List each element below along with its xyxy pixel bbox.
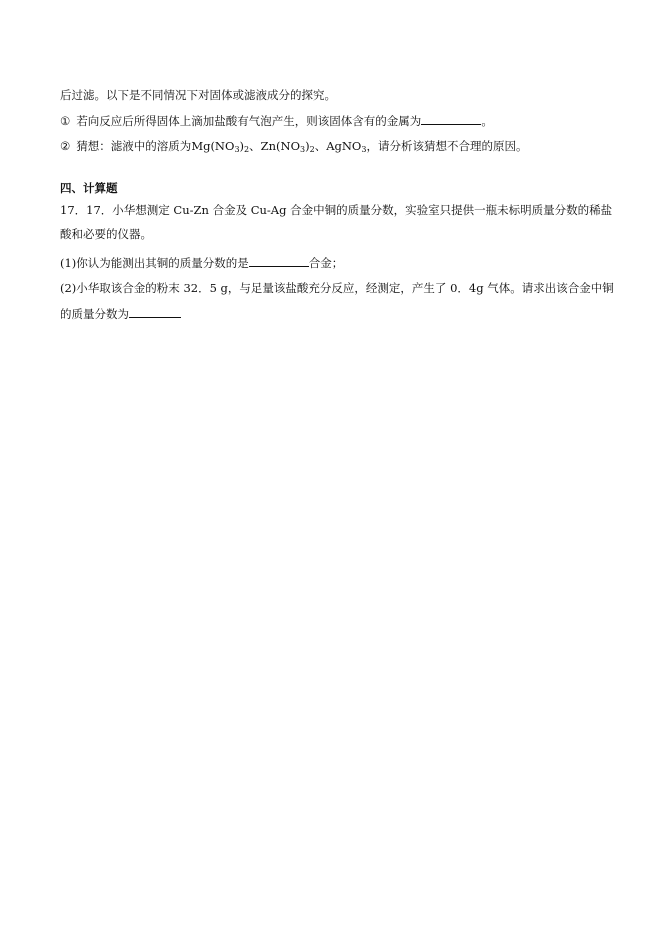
part-2-text: 的质量分数为	[60, 307, 129, 321]
question-item-2	[60, 138, 527, 154]
section-heading: 四、计算题	[60, 181, 118, 195]
answer-blank[interactable]	[249, 254, 309, 267]
formula-ag-nitrate: AgNO$_3$	[326, 139, 367, 154]
intro-text: 后过滤。以下是不同情况下对固体或滤液成分的探究。	[60, 88, 336, 102]
formula-mg-nitrate: $Mg(NO_3)_2$	[191, 139, 250, 154]
question-item-1	[60, 112, 493, 129]
answer-blank[interactable]	[421, 112, 481, 125]
part-1-suffix: 合金；	[308, 256, 344, 270]
item-marker: ②	[60, 139, 71, 153]
item-text-suffix: ，请分析该猜想不合理的原因。	[366, 139, 528, 153]
separator: 、	[314, 139, 327, 153]
formula-zn-nitrate: $Zn(NO_3)_2$	[260, 139, 315, 154]
question-17-line-1: 17．17．小华想测定 Cu-Zn 合金及 Cu-Ag 合金中铜的质量分数，实验室只提供一瓶未标明质量分数的稀盐	[60, 203, 613, 217]
item-marker: ①	[60, 114, 71, 128]
text-line-filter-intro	[60, 87, 336, 103]
item-text: 若向反应后所得固体上滴加盐酸有气泡产生，则该固体含有的金属为	[76, 114, 422, 128]
question-17-part-1	[60, 254, 343, 271]
answer-blank[interactable]	[129, 305, 181, 318]
separator: 、	[249, 139, 261, 153]
part-1-text: (1)你认为能测出其铜的质量分数的是	[60, 256, 249, 270]
item-text-prefix: 猜想：滤液中的溶质为	[76, 139, 192, 153]
question-17-part-2-line-2	[60, 305, 181, 322]
question-17-line-2: 酸和必要的仪器。	[60, 227, 152, 241]
item-end: 。	[481, 114, 493, 128]
question-17-part-2-line-1: (2)小华取该合金的粉末 32．5 g，与足量该盐酸充分反应，经测定，产生了 0．4g 气体。请求出该合金中铜	[60, 281, 614, 295]
